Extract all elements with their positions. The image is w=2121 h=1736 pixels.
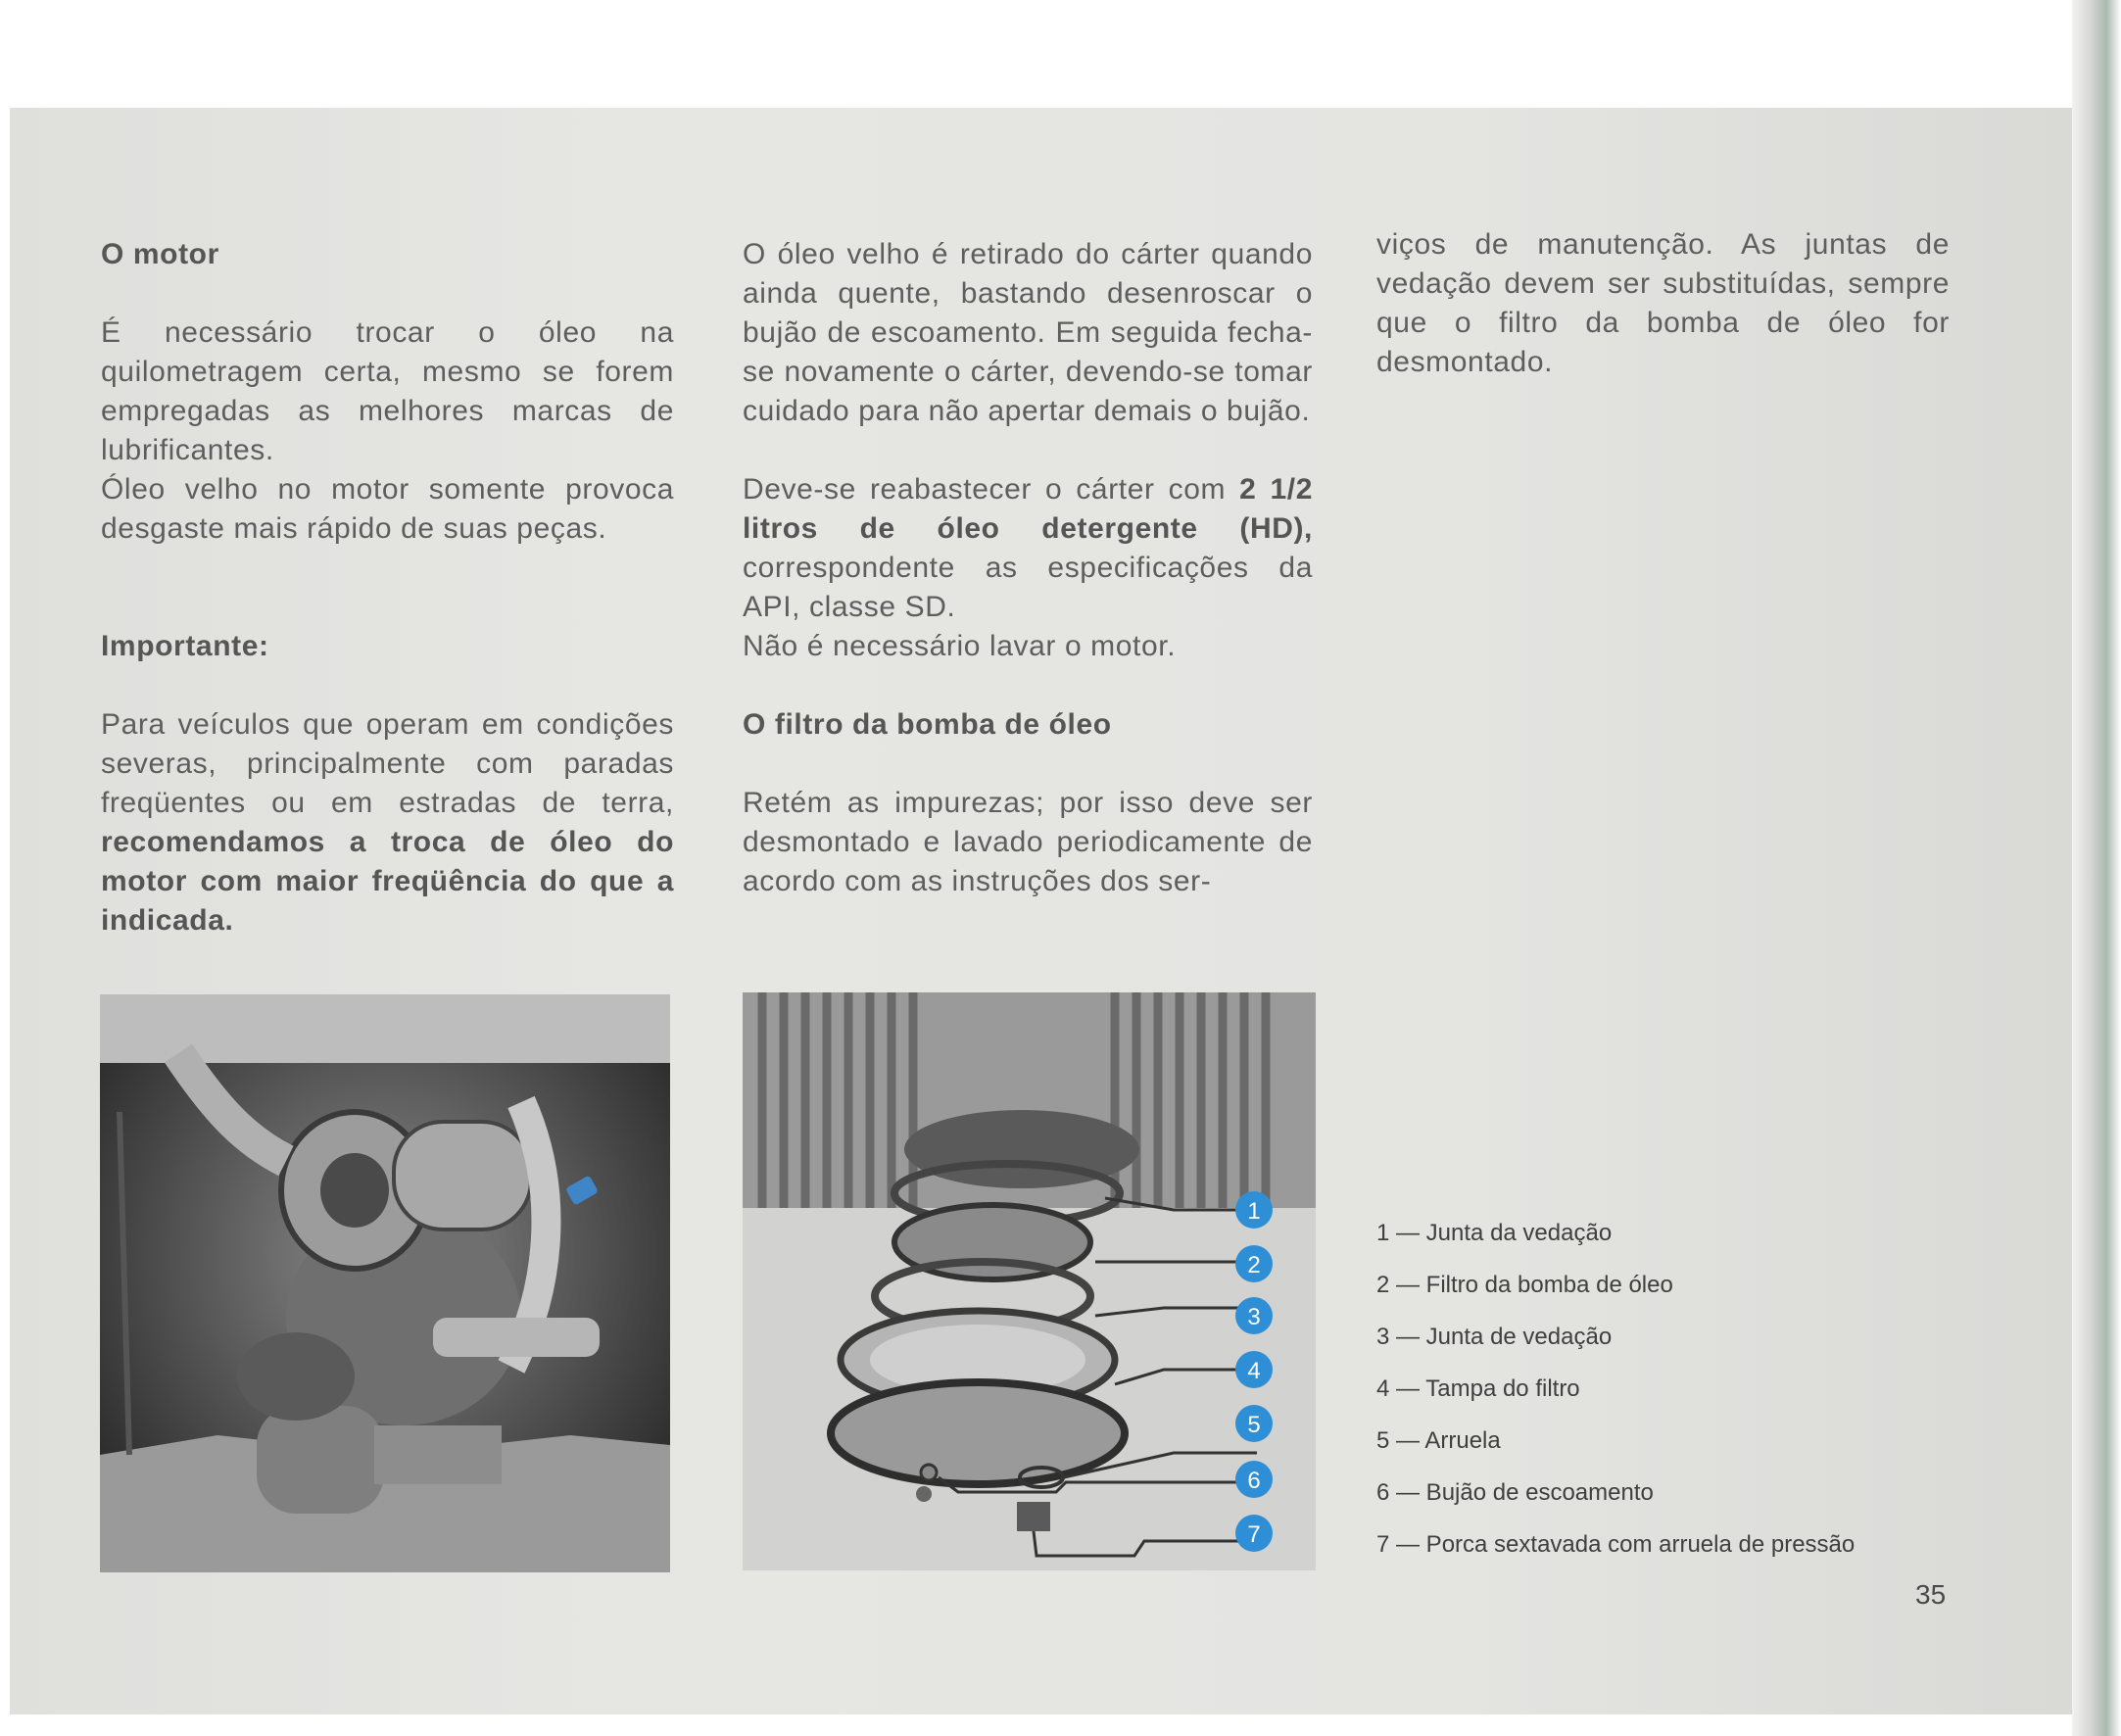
callout-3-label: 3: [1247, 1304, 1261, 1330]
parts-legend: [1376, 1207, 1855, 1570]
legend-item: 1 — Junta da vedação: [1376, 1220, 1613, 1246]
legend-item: 4 — Tampa do filtro: [1376, 1375, 1580, 1402]
callout-1-label: 1: [1247, 1198, 1261, 1225]
legend-item: 7 — Porca sextavada com arruela de pressão: [1376, 1531, 1856, 1558]
paragraph-old-oil: Óleo velho no motor somente provoca desgaste mais rápido de suas peças.: [101, 473, 674, 545]
callout-2-label: 2: [1247, 1252, 1261, 1278]
callout-6-label: 6: [1247, 1468, 1261, 1494]
page-edge: [2072, 0, 2121, 1736]
column-2: [743, 235, 1313, 901]
refill-text-end: correspondente as especificações da API, classe SD.: [743, 552, 1313, 623]
paragraph-oil-change: É necessário trocar o óleo na quilometragem certa, mesmo se forem empregadas as melhores marcas de lubrificantes.: [101, 316, 674, 466]
legend-item: 2 — Filtro da bomba de óleo: [1376, 1272, 1673, 1298]
callout-7-label: 7: [1247, 1521, 1261, 1548]
refill-text-start: Deve-se reabastecer o cárter com: [743, 473, 1227, 506]
section-heading-motor: O motor: [101, 238, 219, 270]
legend-item: 6 — Bujão de escoamento: [1376, 1479, 1654, 1506]
column-3: [1376, 225, 1950, 382]
paragraph-refill: [743, 470, 1313, 627]
callout-4-label: 4: [1247, 1358, 1261, 1384]
paragraph-important: [101, 705, 674, 940]
callout-5-label: 5: [1247, 1412, 1261, 1438]
column-1: [101, 235, 674, 940]
section-heading-filter: O filtro da bomba de óleo: [743, 708, 1112, 741]
legend-item: 5 — Arruela: [1376, 1427, 1501, 1454]
oil-filter-exploded-photo: [743, 992, 1316, 1570]
paragraph-gaskets: viços de manutenção. As juntas de vedação devem ser substituídas, sempre que o filtro da bomba de óleo for desmontado.: [1376, 228, 1950, 378]
legend-item: 3 — Junta de vedação: [1376, 1324, 1613, 1350]
important-bold-text: recomendamos a troca de óleo do motor com maior freqüência do que a indicada.: [101, 826, 674, 937]
page-number: 35: [1915, 1579, 1947, 1610]
engine-illustration: [100, 994, 670, 1572]
paragraph-drain: O óleo velho é retirado do cárter quando ainda quente, bastando desenroscar o bujão de escoamento. Em seguida fecha-se novamente o cárter, devendo-se tomar cuidado para não apertar demais o bujão.: [743, 238, 1313, 427]
refill-bold-text: 2 1/2 litros de óleo detergente (HD),: [743, 473, 1313, 545]
filter-illustration: [743, 992, 1316, 1570]
paragraph-filter: Retém as impurezas; por isso deve ser desmontado e lavado periodicamente de acordo com as instruções dos ser-: [743, 787, 1313, 897]
paragraph-no-wash: Não é necessário lavar o motor.: [743, 630, 1177, 662]
engine-photo: [100, 994, 670, 1572]
important-text: Para veículos que operam em condições severas, principalmente com paradas freqüentes ou em estradas de terra,: [101, 708, 674, 819]
important-heading: Importante:: [101, 630, 269, 662]
